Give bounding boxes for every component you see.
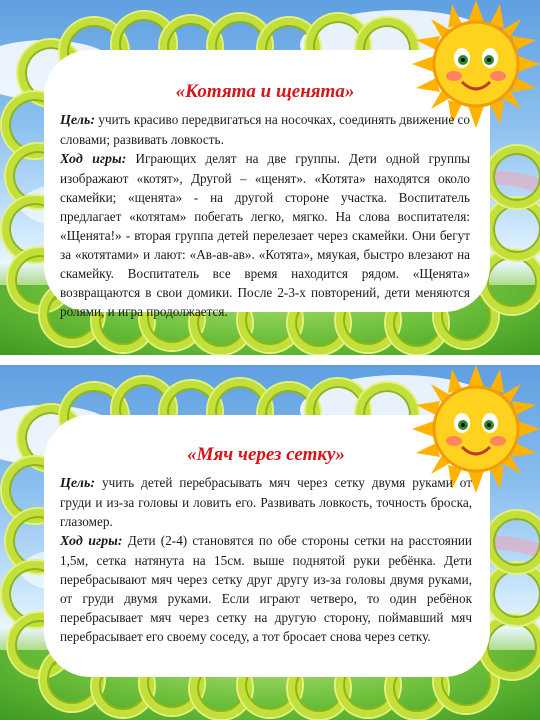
game-paragraph (60, 531, 472, 646)
game-text: Дети (2-4) становятся по обе стороны сетки на расстоянии 1,5м, сетка натянута на 15см. выше поднятой руки ребёнка. Дети перебрасывают мяч через сетку друг другу из-за головы двумя руками, от груди двумя руками. Если играют четверо, то один ребёнок перебрасывает мяч через сетку на другую сторону, поймавший мяч перебрасывает его своему соседу, а тот бросает снова через сетку. (60, 533, 472, 644)
game-paragraph (60, 149, 470, 321)
card-title: «Котята и щенята» (175, 81, 355, 102)
goal-paragraph (60, 110, 470, 149)
card-text (60, 443, 472, 646)
card-title: «Мяч через сетку» (187, 444, 345, 465)
card-text (60, 80, 470, 321)
game-label: Ход игры: (60, 152, 127, 167)
goal-paragraph (60, 473, 472, 531)
goal-text: учить детей перебрасывать мяч через сетку двумя руками от груди и из-за головы и ловить его. Развивать ловкость, точность броска, глазомер. (60, 475, 472, 529)
card-ball-over-net (0, 365, 540, 720)
goal-text: учить красиво передвигаться на носочках, соединять движение со словами; развивать ловкость. (60, 112, 470, 147)
game-label: Ход игры: (60, 534, 123, 549)
goal-label: Цель: (60, 113, 95, 128)
card-kittens-puppies (0, 0, 540, 355)
goal-label: Цель: (60, 476, 95, 491)
game-text: Играющих делят на две группы. Дети одной группы изображают «котят», Другой – «щенят». «Котята» находятся около скамейки; «щенята» - на другой стороне участка. Воспитатель предлагает «котятам» побегать легко, мягко. На слова воспитателя: «Щенята!» - вторая группа детей перелезает через скамейки. Они бегут за «котятами» и лают: «Ав-ав-ав». «Котята», мяукая, быстро влезают на скамейку. Воспитатель все время находится рядом. «Щенята» возвращаются в свои домики. После 2-3-х повторений, дети меняются ролями, и игра продолжается. (60, 151, 470, 319)
